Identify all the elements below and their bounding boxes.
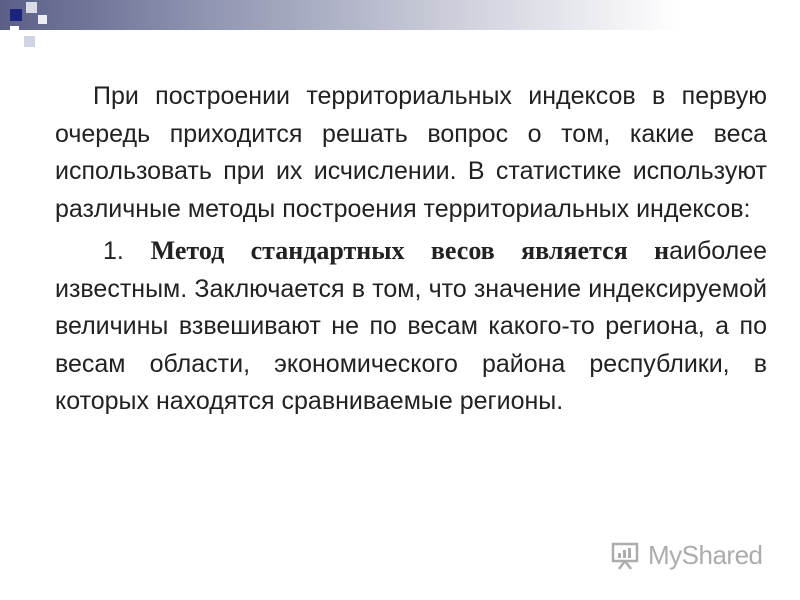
presentation-board-icon	[610, 540, 640, 570]
header-square-light	[26, 2, 37, 13]
list-item-text: аиболее известным. Заключается в том, что значение индексируемой величины взвешивают не по весам какого-то региона, а по весам области, экономического района республики, в которых находятся сравниваемые регионы.	[55, 237, 768, 415]
header-square-dark	[10, 9, 22, 21]
header-square-white	[10, 26, 19, 35]
watermark-text: MyShared	[648, 539, 763, 570]
header-square-light	[24, 36, 35, 47]
slide-body	[55, 78, 767, 421]
list-item-1	[55, 232, 767, 421]
header-square-light	[38, 15, 47, 24]
intro-paragraph: При построении территориальных индексов в первую очередь приходится решать вопрос о том, какие веса использовать при их исчислении. В статистике используют различные методы построения территориальных индексов:	[55, 82, 767, 223]
list-item-number: 1.	[103, 237, 124, 265]
list-item-bold-text: Метод стандартных весов является н	[150, 236, 670, 265]
header-gradient-bar	[0, 0, 800, 30]
watermark	[610, 538, 763, 572]
